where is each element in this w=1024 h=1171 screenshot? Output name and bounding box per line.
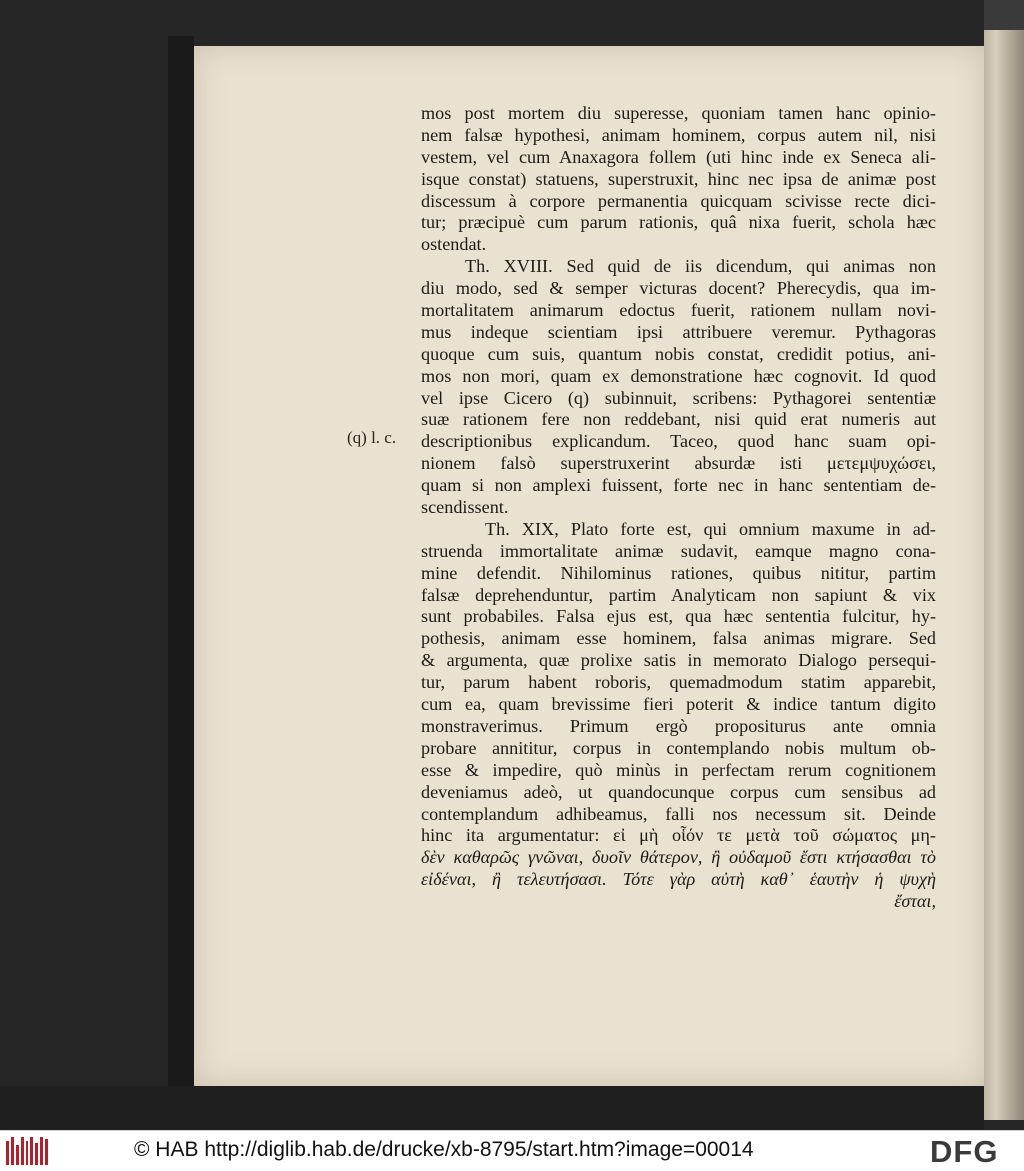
text-line: struenda immortalitate animæ sudavit, eamque magno cona- xyxy=(421,540,936,561)
text-line: discessum à corpore permanentia quicquam scivisse recte dici- xyxy=(421,190,936,211)
binding-shadow xyxy=(168,36,194,1116)
text-line: suæ rationem fere non reddebant, nisi quid erat numeris aut xyxy=(421,409,936,430)
text-line: cum ea, quam brevissime fieri poterit & indice tantum digito xyxy=(421,694,936,715)
text-line: & argumenta, quæ prolixe satis in memorato Dialogo persequi- xyxy=(421,650,936,671)
text-line: vestem, vel cum Anaxagora follem (uti hinc inde ex Seneca ali- xyxy=(421,146,936,167)
text-line: probare annititur, corpus in contemplando nobis multum ob- xyxy=(421,737,936,758)
text-line: isque constat) statuens, superstruxit, hinc nec ipsa de animæ post xyxy=(421,168,936,189)
next-page-edge xyxy=(984,30,1024,1120)
text-line: mine defendit. Nihilominus rationes, quibus nititur, partim xyxy=(421,562,936,583)
text-line: nem falsæ hypothesi, animam hominem, corpus autem nil, nisi xyxy=(421,124,936,145)
greek-text-line: δὲν καθαρῶς γνῶναι, δυοῖν θάτερον, ἢ οὐδαμοῦ ἔστι κτήσασθαι τὸ xyxy=(421,847,936,868)
text-line: scendissent. xyxy=(421,497,509,518)
text-line: mus indeque scientiam ipsi attribuere veremur. Pythagoras xyxy=(421,321,936,342)
greek-text-line: εἰδέναι, ἢ τελευτήσασι. Τότε γὰρ αὐτὴ καθ᾽ ἑαυτὴν ἡ ψυχὴ xyxy=(421,869,936,890)
text-line: descriptionibus explicandum. Taceo, quod hanc suam opi- xyxy=(421,431,936,452)
text-line: deveniamus adeò, ut quandocunque corpus cum sensibus ad xyxy=(421,781,936,802)
page-edge-top xyxy=(984,0,1024,30)
dfg-logo: DFG xyxy=(930,1134,999,1169)
text-line: tur; præcipuè cum parum rationis, quâ nixa fuerit, schola hæc xyxy=(421,212,936,233)
text-line: mos post mortem diu superesse, quoniam tamen hanc opinio- xyxy=(421,103,936,123)
text-line: monstraverimus. Primum ergò propositurus ante omnia xyxy=(421,715,936,736)
text-line: quoque cum suis, quantum nobis constat, credidit potius, ani- xyxy=(421,343,936,364)
text-line: quam si non amplexi fuissent, forte nec in hanc sententiam de- xyxy=(421,475,936,496)
hab-logo-icon xyxy=(6,1137,48,1165)
greek-text-line: hinc ita argumentatur: εἰ μὴ οἷόν τε μετὰ τοῦ σώματος μη- xyxy=(421,825,936,846)
text-line: nionem falsò superstruxerint absurdæ isti μετεμψυχώσει, xyxy=(421,453,936,474)
margin-note: (q) l. c. xyxy=(347,428,397,447)
scan-bottom-shadow xyxy=(0,1086,984,1130)
text-line: contemplandum adhibeamus, falli nos necessum sit. Deinde xyxy=(421,803,936,824)
text-line: pothesis, animam esse hominem, falsa animas migrare. Sed xyxy=(421,628,936,649)
viewer-footer xyxy=(0,1130,1024,1171)
text-line: falsæ deprehenduntur, partim Analyticam non sapiunt & vix xyxy=(421,584,936,605)
text-line: tur, parum habent roboris, quemadmodum statim apparebit, xyxy=(421,672,936,693)
text-line: mos non mori, quam ex demonstratione hæc cognovit. Id quod xyxy=(421,365,936,386)
page-text xyxy=(421,103,936,913)
text-line: diu modo, sed & semper victuras docent? Pherecydis, qua im- xyxy=(421,278,936,299)
text-line: esse & impedire, quò minùs in perfectam rerum cognitionem xyxy=(421,759,936,780)
text-line: mortalitatem animarum edoctus fuerit, rationem nullam novi- xyxy=(421,300,936,321)
text-line: vel ipse Cicero (q) subinnuit, scribens: Pythagorei sententiæ xyxy=(421,387,936,408)
source-url-link[interactable]: © HAB http://diglib.hab.de/drucke/xb-8795/start.htm?image=00014 xyxy=(134,1138,754,1161)
greek-text-line: ἔσται, xyxy=(894,891,936,912)
text-line: ostendat. xyxy=(421,234,487,255)
thesis-heading-line: Th. XIX, Plato forte est, qui omnium maxume in ad- xyxy=(485,518,936,539)
text-line: sunt probabiles. Falsa ejus est, qua hæc sententia fulcitur, hy- xyxy=(421,606,936,627)
thesis-heading-line: Th. XVIII. Sed quid de iis dicendum, qui animas non xyxy=(465,256,936,277)
